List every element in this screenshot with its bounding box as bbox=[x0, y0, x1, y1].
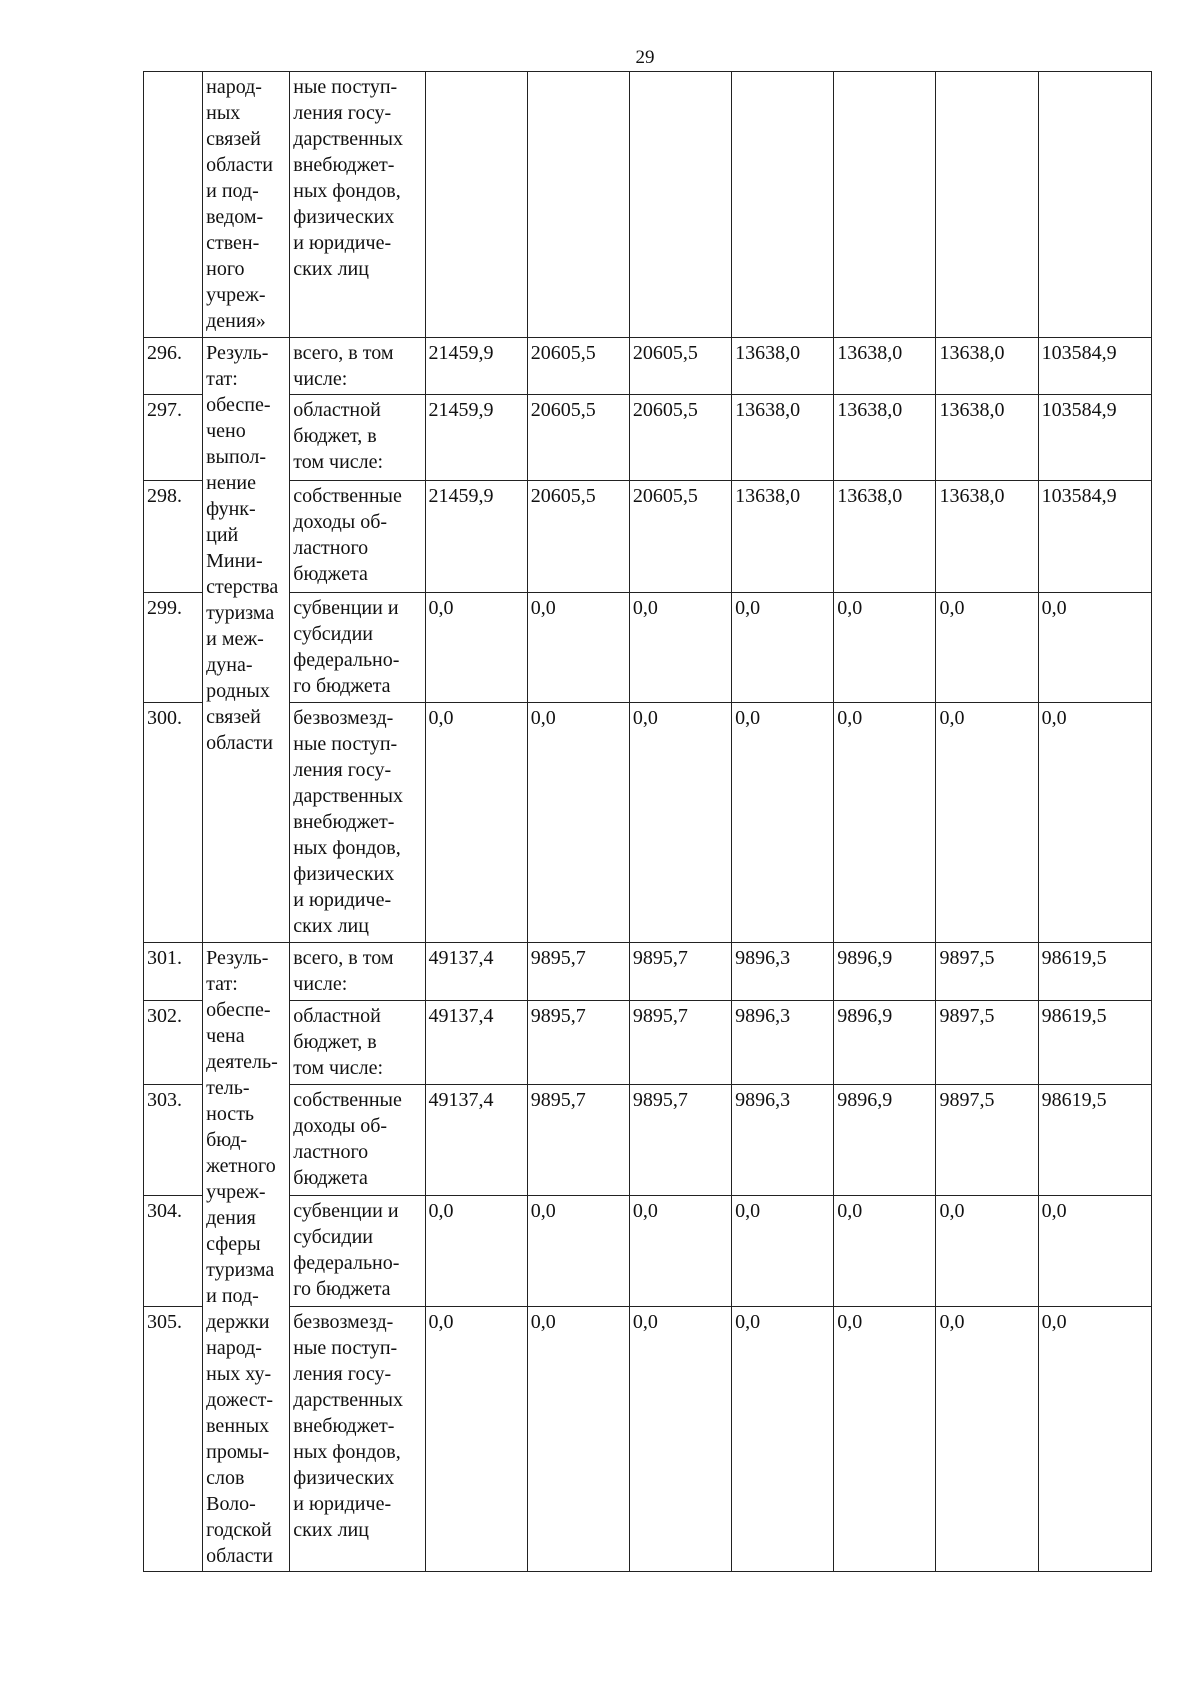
value-cell: 0,0 bbox=[936, 1196, 1038, 1307]
row-number-cell: 303. bbox=[144, 1085, 203, 1196]
value-cell: 9896,3 bbox=[732, 943, 834, 1001]
value-cell: 9896,9 bbox=[834, 1001, 936, 1085]
table-row bbox=[144, 1001, 1152, 1085]
total-cell: 98619,5 bbox=[1038, 1001, 1151, 1085]
total-cell bbox=[1038, 72, 1151, 338]
value-cell: 13638,0 bbox=[732, 338, 834, 395]
row-number-cell: 301. bbox=[144, 943, 203, 1001]
total-cell: 0,0 bbox=[1038, 703, 1151, 943]
funding-source-cell: областной бюджет, в том числе: bbox=[290, 1001, 425, 1085]
value-cell: 9895,7 bbox=[629, 943, 731, 1001]
value-cell: 49137,4 bbox=[425, 1001, 527, 1085]
funding-source-cell: всего, в том числе: bbox=[290, 338, 425, 395]
value-cell: 0,0 bbox=[527, 1196, 629, 1307]
value-cell: 9897,5 bbox=[936, 1085, 1038, 1196]
value-cell bbox=[629, 72, 731, 338]
total-cell: 103584,9 bbox=[1038, 338, 1151, 395]
value-cell: 9896,3 bbox=[732, 1001, 834, 1085]
value-cell: 9897,5 bbox=[936, 943, 1038, 1001]
value-cell: 0,0 bbox=[629, 703, 731, 943]
value-cell: 13638,0 bbox=[834, 395, 936, 481]
value-cell: 0,0 bbox=[834, 1196, 936, 1307]
total-cell: 0,0 bbox=[1038, 593, 1151, 703]
table-row bbox=[144, 1085, 1152, 1196]
row-number-cell bbox=[144, 72, 203, 338]
value-cell: 13638,0 bbox=[936, 395, 1038, 481]
value-cell: 0,0 bbox=[425, 1307, 527, 1572]
result-name-cell: народ- ных связей области и под- ведом- ствен- ного учреж- дения» bbox=[203, 72, 290, 338]
value-cell: 0,0 bbox=[527, 703, 629, 943]
value-cell bbox=[936, 72, 1038, 338]
value-cell bbox=[834, 72, 936, 338]
value-cell: 20605,5 bbox=[527, 395, 629, 481]
row-number-cell: 297. bbox=[144, 395, 203, 481]
value-cell: 9896,3 bbox=[732, 1085, 834, 1196]
value-cell: 0,0 bbox=[936, 703, 1038, 943]
row-number-cell: 300. bbox=[144, 703, 203, 943]
value-cell: 9895,7 bbox=[527, 1001, 629, 1085]
value-cell: 21459,9 bbox=[425, 338, 527, 395]
value-cell: 0,0 bbox=[834, 703, 936, 943]
value-cell: 0,0 bbox=[732, 593, 834, 703]
row-number-cell: 296. bbox=[144, 338, 203, 395]
value-cell: 13638,0 bbox=[936, 481, 1038, 593]
value-cell: 0,0 bbox=[732, 1307, 834, 1572]
table-row bbox=[144, 1196, 1152, 1307]
value-cell: 0,0 bbox=[629, 593, 731, 703]
funding-source-cell: областной бюджет, в том числе: bbox=[290, 395, 425, 481]
value-cell: 0,0 bbox=[629, 1307, 731, 1572]
value-cell: 0,0 bbox=[527, 593, 629, 703]
page-number: 29 bbox=[635, 47, 655, 68]
total-cell: 0,0 bbox=[1038, 1196, 1151, 1307]
value-cell: 13638,0 bbox=[732, 481, 834, 593]
value-cell: 9895,7 bbox=[527, 1085, 629, 1196]
table-row bbox=[144, 72, 1152, 338]
value-cell: 13638,0 bbox=[936, 338, 1038, 395]
value-cell: 20605,5 bbox=[629, 395, 731, 481]
value-cell: 0,0 bbox=[425, 703, 527, 943]
value-cell: 0,0 bbox=[936, 1307, 1038, 1572]
total-cell: 0,0 bbox=[1038, 1307, 1151, 1572]
value-cell: 0,0 bbox=[936, 593, 1038, 703]
value-cell: 21459,9 bbox=[425, 395, 527, 481]
value-cell: 0,0 bbox=[425, 593, 527, 703]
result-name-cell: Резуль- тат: обеспе- чена деятель- тель- ность бюд- жетного учреж- дения сферы туризма и под- держки народ- ных ху- дожест- венных промы- слов Воло- годской области bbox=[203, 943, 290, 1572]
value-cell: 9896,9 bbox=[834, 943, 936, 1001]
table-row bbox=[144, 593, 1152, 703]
row-number-cell: 298. bbox=[144, 481, 203, 593]
table-row bbox=[144, 943, 1152, 1001]
value-cell: 0,0 bbox=[527, 1307, 629, 1572]
value-cell: 9895,7 bbox=[629, 1085, 731, 1196]
funding-source-cell: ные поступ- ления госу- дарственных внебюджет- ных фондов, физических и юридиче- ских лиц bbox=[290, 72, 425, 338]
value-cell: 9895,7 bbox=[629, 1001, 731, 1085]
value-cell: 20605,5 bbox=[629, 338, 731, 395]
value-cell: 0,0 bbox=[425, 1196, 527, 1307]
value-cell: 0,0 bbox=[732, 1196, 834, 1307]
total-cell: 98619,5 bbox=[1038, 1085, 1151, 1196]
total-cell: 103584,9 bbox=[1038, 481, 1151, 593]
value-cell: 0,0 bbox=[629, 1196, 731, 1307]
value-cell: 9896,9 bbox=[834, 1085, 936, 1196]
total-cell: 103584,9 bbox=[1038, 395, 1151, 481]
value-cell bbox=[732, 72, 834, 338]
value-cell: 13638,0 bbox=[834, 338, 936, 395]
value-cell: 49137,4 bbox=[425, 943, 527, 1001]
result-name-cell: Резуль- тат: обеспе- чено выпол- нение функ- ций Мини- стерства туризма и меж- дуна- родных связей области bbox=[203, 338, 290, 943]
value-cell: 0,0 bbox=[834, 1307, 936, 1572]
value-cell: 13638,0 bbox=[834, 481, 936, 593]
value-cell: 0,0 bbox=[834, 593, 936, 703]
value-cell: 13638,0 bbox=[732, 395, 834, 481]
table-row bbox=[144, 1307, 1152, 1572]
value-cell: 9897,5 bbox=[936, 1001, 1038, 1085]
funding-source-cell: безвозмезд- ные поступ- ления госу- дарственных внебюджет- ных фондов, физических и юридиче- ских лиц bbox=[290, 703, 425, 943]
value-cell: 9895,7 bbox=[527, 943, 629, 1001]
value-cell bbox=[425, 72, 527, 338]
funding-source-cell: субвенции и субсидии федерально- го бюджета bbox=[290, 1196, 425, 1307]
row-number-cell: 305. bbox=[144, 1307, 203, 1572]
total-cell: 98619,5 bbox=[1038, 943, 1151, 1001]
value-cell: 49137,4 bbox=[425, 1085, 527, 1196]
table-row bbox=[144, 338, 1152, 395]
funding-source-cell: безвозмезд- ные поступ- ления госу- дарственных внебюджет- ных фондов, физических и юридиче- ских лиц bbox=[290, 1307, 425, 1572]
row-number-cell: 299. bbox=[144, 593, 203, 703]
table-row bbox=[144, 703, 1152, 943]
funding-source-cell: собственные доходы об- ластного бюджета bbox=[290, 1085, 425, 1196]
table-row bbox=[144, 395, 1152, 481]
value-cell bbox=[527, 72, 629, 338]
value-cell: 20605,5 bbox=[527, 481, 629, 593]
value-cell: 21459,9 bbox=[425, 481, 527, 593]
funding-source-cell: субвенции и субсидии федерально- го бюджета bbox=[290, 593, 425, 703]
budget-table bbox=[143, 71, 1152, 1572]
funding-source-cell: собственные доходы об- ластного бюджета bbox=[290, 481, 425, 593]
funding-source-cell: всего, в том числе: bbox=[290, 943, 425, 1001]
value-cell: 0,0 bbox=[732, 703, 834, 943]
row-number-cell: 302. bbox=[144, 1001, 203, 1085]
value-cell: 20605,5 bbox=[629, 481, 731, 593]
row-number-cell: 304. bbox=[144, 1196, 203, 1307]
value-cell: 20605,5 bbox=[527, 338, 629, 395]
table-row bbox=[144, 481, 1152, 593]
